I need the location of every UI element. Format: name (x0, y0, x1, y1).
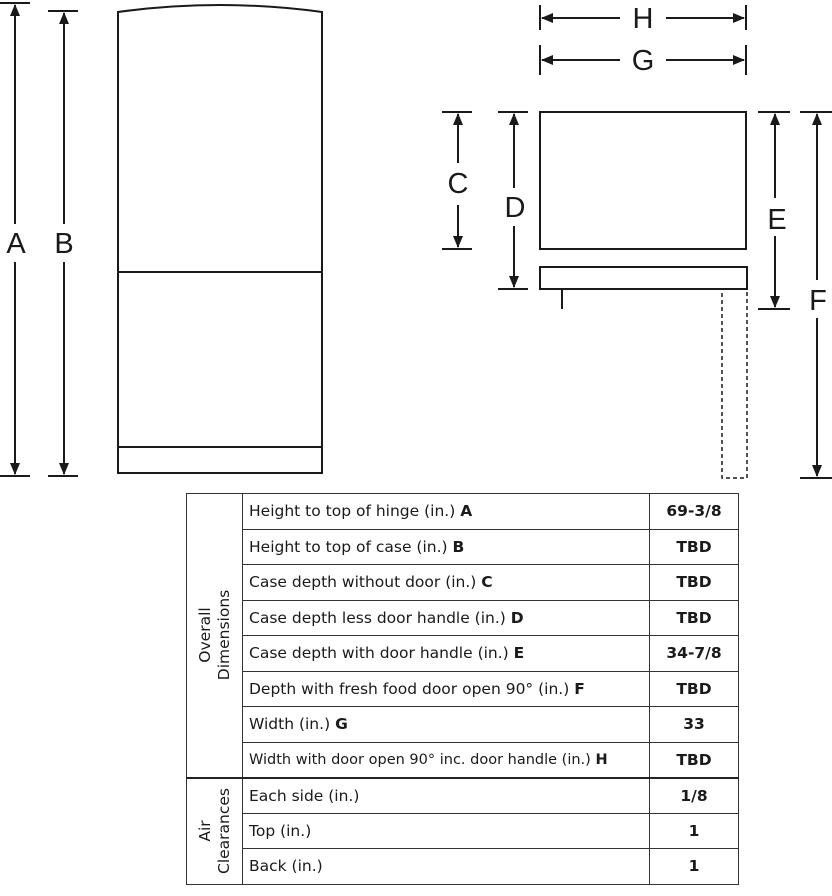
row-label: Case depth less door handle (in.) D (243, 600, 650, 636)
dimension-label-a: A (6, 228, 26, 260)
row-value: TBD (650, 671, 739, 707)
group-label-line: Dimensions (214, 590, 233, 681)
dimension-label-h: H (632, 3, 654, 35)
table-row (187, 813, 739, 849)
group-label-air-clearances (187, 778, 243, 885)
row-value: 1/8 (650, 778, 739, 814)
top-view-refrigerator (540, 112, 747, 478)
row-value: 69-3/8 (650, 494, 739, 530)
table-row (187, 529, 739, 565)
dimension-label-e: E (767, 204, 787, 236)
row-value: TBD (650, 565, 739, 601)
dimension-label-c: C (447, 168, 469, 200)
front-view-refrigerator (118, 5, 322, 473)
row-value: 33 (650, 707, 739, 743)
table-row (187, 707, 739, 743)
dimension-label-f: F (809, 285, 827, 317)
dimensions-table (186, 493, 739, 885)
row-value: 1 (650, 813, 739, 849)
row-value: 1 (650, 849, 739, 885)
row-label: Case depth with door handle (in.) E (243, 636, 650, 672)
row-label: Each side (in.) (243, 778, 650, 814)
dimension-label-d: D (504, 192, 526, 224)
table-row (187, 778, 739, 814)
table-row (187, 671, 739, 707)
group-label-line: Clearances (214, 788, 233, 874)
row-label: Depth with fresh food door open 90° (in.) F (243, 671, 650, 707)
table-row (187, 600, 739, 636)
table-row (187, 494, 739, 530)
row-value: TBD (650, 600, 739, 636)
group-label-line: Air (195, 820, 214, 842)
row-value: TBD (650, 742, 739, 778)
table-row (187, 849, 739, 885)
row-label: Case depth without door (in.) C (243, 565, 650, 601)
group-label-line: Overall (195, 607, 214, 663)
row-value: 34-7/8 (650, 636, 739, 672)
table-row (187, 565, 739, 601)
row-label: Width (in.) G (243, 707, 650, 743)
dimension-label-g: G (631, 45, 655, 77)
row-label: Width with door open 90° inc. door handle (in.) H (243, 742, 650, 778)
row-label: Height to top of hinge (in.) A (243, 494, 650, 530)
row-value: TBD (650, 529, 739, 565)
table-row (187, 636, 739, 672)
row-label: Height to top of case (in.) B (243, 529, 650, 565)
row-label: Top (in.) (243, 813, 650, 849)
row-label: Back (in.) (243, 849, 650, 885)
table-row (187, 742, 739, 778)
group-label-overall-dimensions (187, 494, 243, 778)
dimension-label-b: B (54, 228, 74, 260)
